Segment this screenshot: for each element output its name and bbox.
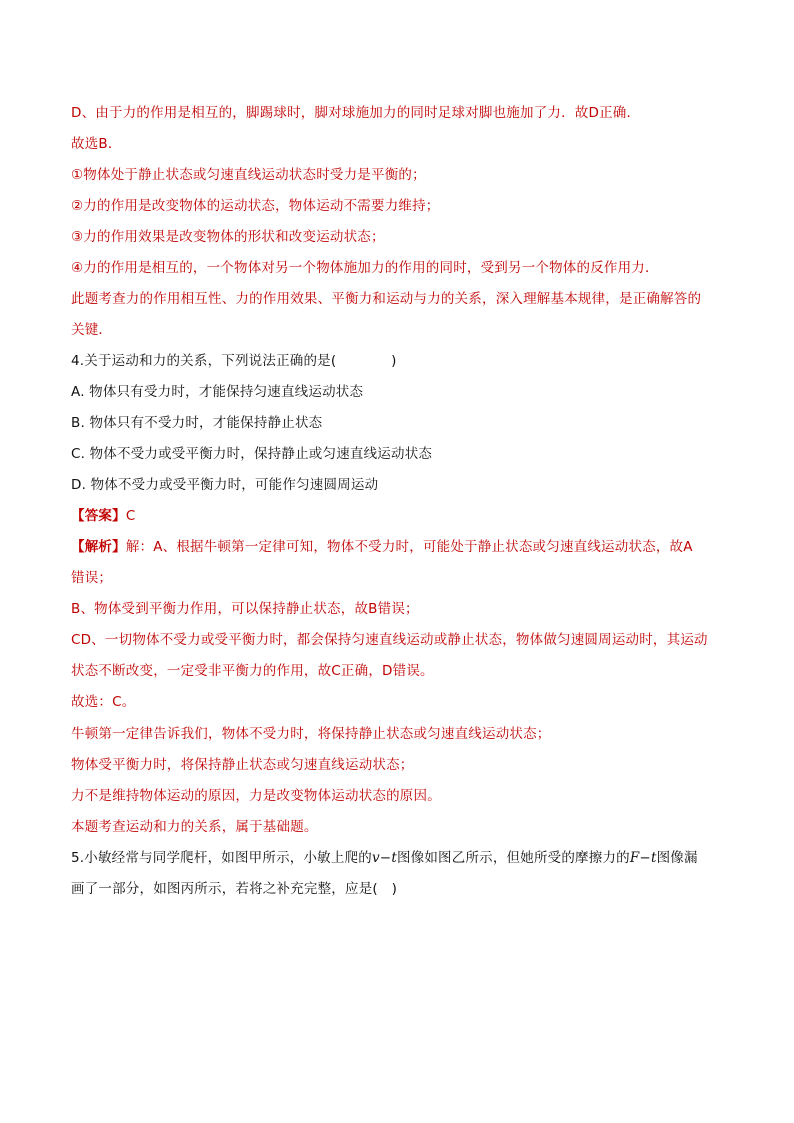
analysis-option-d: D、由于力的作用是相互的，脚踢球时，脚对球施加力的同时足球对脚也施加了力．故D正确．: [71, 105, 641, 121]
analysis-line-4: CD、一切物体不受力或受平衡力时，都会保持匀速直线运动或静止状态，物体做匀速圆周运动时，其运动: [71, 632, 708, 648]
question-5-text-3: 图像漏: [656, 850, 698, 866]
analysis-select: 故选B．: [71, 136, 122, 152]
note-line-4: 本题考查运动和力的关系，属于基础题。: [71, 819, 318, 835]
analysis-line-1: [71, 537, 734, 557]
answer-line: [71, 506, 734, 526]
analysis-select-4: 故选：C。: [71, 694, 136, 710]
note-line-2: 物体受平衡力时，将保持静止状态或匀速直线运动状态；: [71, 757, 414, 773]
answer-value: C: [125, 508, 136, 524]
question-5-stem-line-2: 画了一部分，如图丙所示，若将之补充完整，应是( ): [71, 881, 398, 897]
note-line-3: 力不是维持物体运动的原因，力是改变物体运动状态的原因。: [71, 788, 441, 804]
answer-label: 【答案】: [71, 508, 126, 524]
note-line-1: 牛顿第一定律告诉我们，物体不受力时，将保持静止状态或匀速直线运动状态；: [71, 726, 551, 742]
vt-graph-label: v−t: [371, 850, 397, 866]
question-4-option-d: D. 物体不受力或受平衡力时，可能作匀速圆周运动: [71, 477, 379, 493]
analysis-line-2: 错误；: [71, 570, 113, 586]
question-4-stem: 4.关于运动和力的关系，下列说法正确的是( ): [71, 353, 397, 369]
question-4-option-c: C. 物体不受力或受平衡力时，保持静止或匀速直线运动状态: [71, 446, 433, 462]
comment-line-2: 关键．: [71, 322, 113, 338]
key-point-3: ③力的作用效果是改变物体的形状和改变运动状态；: [71, 229, 385, 245]
question-4-option-a: A. 物体只有受力时，才能保持匀速直线运动状态: [71, 384, 364, 400]
question-5-text-2: 图像如图乙所示，但她所受的摩擦力的: [396, 850, 630, 866]
ft-graph-label: F−t: [629, 850, 657, 866]
key-point-2: ②力的作用是改变物体的运动状态，物体运动不需要力维持；: [71, 198, 440, 214]
key-point-1: ①物体处于静止状态或匀速直线运动状态时受力是平衡的；: [71, 167, 426, 183]
question-5-stem-line-1: [71, 848, 734, 868]
key-point-4: ④力的作用是相互的，一个物体对另一个物体施加力的作用的同时，受到另一个物体的反作用力．: [71, 260, 659, 276]
question-4-option-b: B. 物体只有不受力时，才能保持静止状态: [71, 415, 323, 431]
analysis-text-1: 解：A、根据牛顿第一定律可知，物体不受力时，可能处于静止状态或匀速直线运动状态，故A: [125, 539, 693, 555]
analysis-line-5: 状态不断改变，一定受非平衡力的作用，故C正确，D错误。: [71, 663, 434, 679]
question-5-text-1: 5.小敏经常与同学爬杆，如图甲所示，小敏上爬的: [71, 850, 372, 866]
analysis-label: 【解析】: [71, 539, 126, 555]
analysis-line-3: B、物体受到平衡力作用，可以保持静止状态，故B错误；: [71, 601, 419, 617]
comment-line-1: 此题考查力的作用相互性、力的作用效果、平衡力和运动与力的关系，深入理解基本规律，是正确解答的: [71, 291, 702, 307]
